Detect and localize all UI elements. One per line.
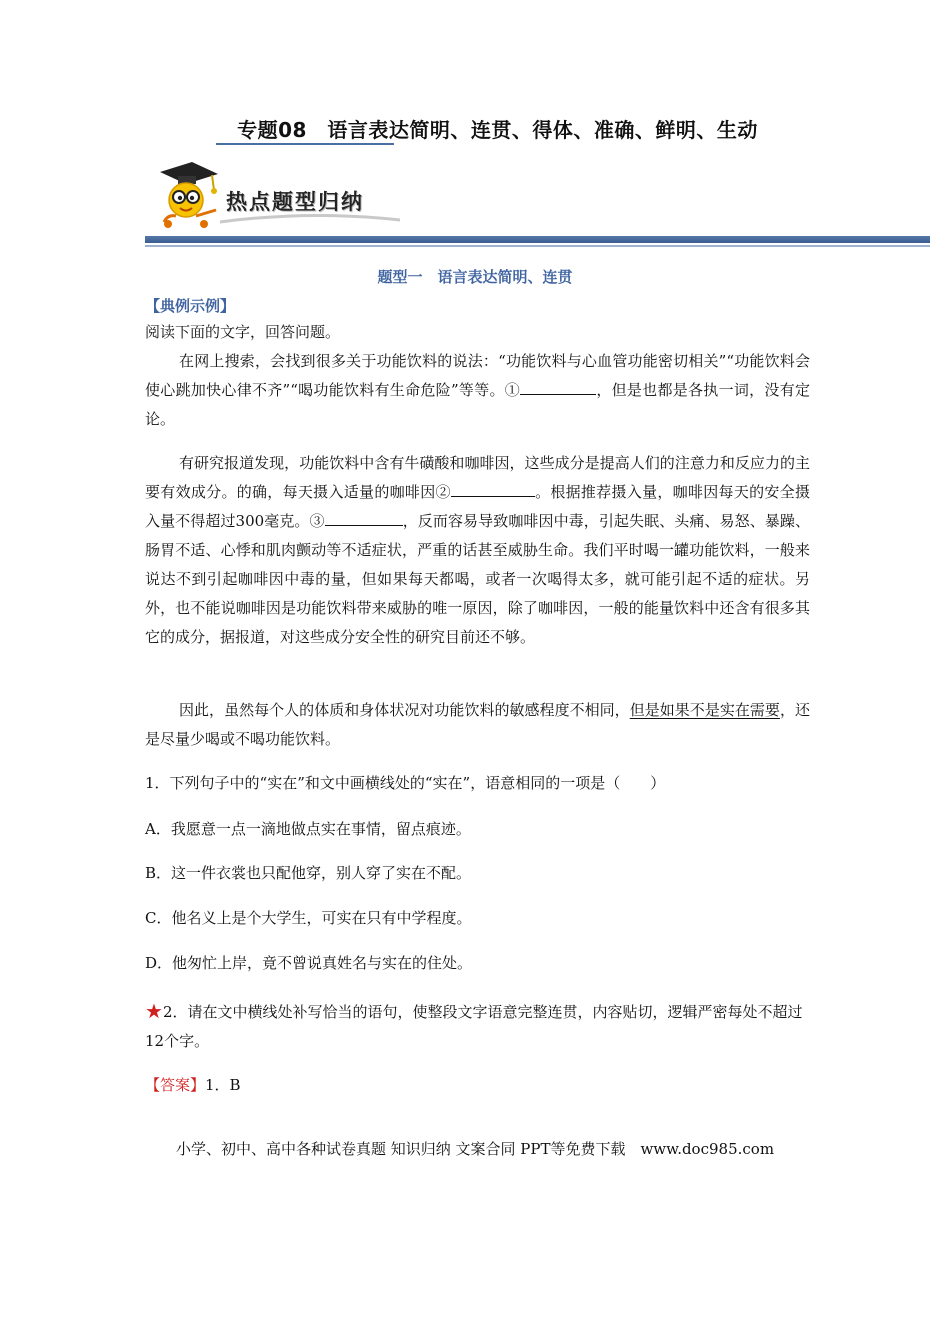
example-tag: 【典例示例】 (145, 297, 236, 315)
star-icon: ★ (145, 999, 163, 1023)
graduate-mascot-icon (152, 160, 222, 232)
fill-blank-3 (325, 511, 403, 526)
document-title: 专题08 语言表达简明、连贯、得体、准确、鲜明、生动 (237, 118, 758, 142)
underlined-phrase: 但是如果不是实在需要 (629, 701, 780, 719)
answer-tag: 【答案】 (145, 1076, 206, 1094)
answer-line (145, 1074, 241, 1095)
title-underline (216, 143, 394, 145)
question-1-option-d: D．他匆忙上岸，竟不曾说真姓名与实在的住处。 (145, 954, 473, 972)
section-heading: 题型一 语言表达简明、连贯 (377, 268, 573, 286)
paragraph-text: ，反而容易导致咖啡因中毒，引起失眠、头痛、易怒、暴躁、肠胃不适、心悸和肌肉颤动等不适症状，严重的话甚至威胁生命。我们平时喝一罐功能饮料，一般来说达不到引起咖啡因中毒的量，但如果每天都喝，或者一次喝得太多，就可能引起不适的症状。另外，也不能说咖啡因是功能饮料带来威胁的唯一原因，除了咖啡因，一般的能量饮料中还含有很多其它的成分，据报道，对这些成分安全性的研究目前还不够。 (145, 512, 810, 646)
fill-blank-1 (520, 380, 596, 395)
paragraph-text: 在网上搜索，会找到很多关于功能饮料的说法：“功能饮料与心血管功能密切相关”“功能饮料会使心跳加快心律不齐”“喝功能饮料有生命危险”等等。① (145, 352, 810, 399)
question-2-stem: 2．请在文中横线处补写恰当的语句，使整段文字语意完整连贯，内容贴切，逻辑严密每处不超过12个字。 (145, 1003, 803, 1050)
passage-paragraph-2 (145, 449, 810, 652)
banner-divider-thin (145, 245, 930, 247)
banner-title: 热点题型归纳 (226, 190, 364, 214)
passage-paragraph-3 (145, 696, 810, 754)
question-2 (145, 997, 810, 1056)
answer-text: 1．B (205, 1076, 241, 1094)
paragraph-text: ，还是尽量少喝或不喝功能饮料。 (145, 701, 810, 748)
passage-paragraph-1 (145, 347, 810, 434)
fill-blank-2 (451, 482, 535, 497)
question-1-option-b: B．这一件衣裳也只配他穿，别人穿了实在不配。 (145, 864, 472, 882)
paragraph-text: 有研究报道发现，功能饮料中含有牛磺酸和咖啡因，这些成分是提高人们的注意力和反应力的主要有效成分。的确，每天摄入适量的咖啡因② (145, 454, 810, 501)
page-footer: 小学、初中、高中各种试卷真题 知识归纳 文案合同 PPT等免费下载 www.doc985.com (175, 1140, 775, 1158)
paragraph-text: 。根据推荐摄入量，咖啡因每天的安全摄入量不得超过300毫克。③ (145, 483, 810, 530)
banner-swoosh (220, 212, 400, 226)
banner-divider (145, 236, 930, 243)
passage-intro: 阅读下面的文字，回答问题。 (145, 323, 341, 341)
question-1-option-c: C．他名义上是个大学生，可实在只有中学程度。 (145, 909, 472, 927)
question-1-stem: 1．下列句子中的“实在”和文中画横线处的“实在”，语意相同的一项是（ ） (145, 774, 666, 792)
paragraph-text: 因此，虽然每个人的体质和身体状况对功能饮料的敏感程度不相同， (179, 701, 630, 719)
paragraph-text: ，但是也都是各执一词，没有定论。 (145, 381, 810, 428)
question-1-option-a: A．我愿意一点一滴地做点实在事情，留点痕迹。 (145, 820, 471, 838)
